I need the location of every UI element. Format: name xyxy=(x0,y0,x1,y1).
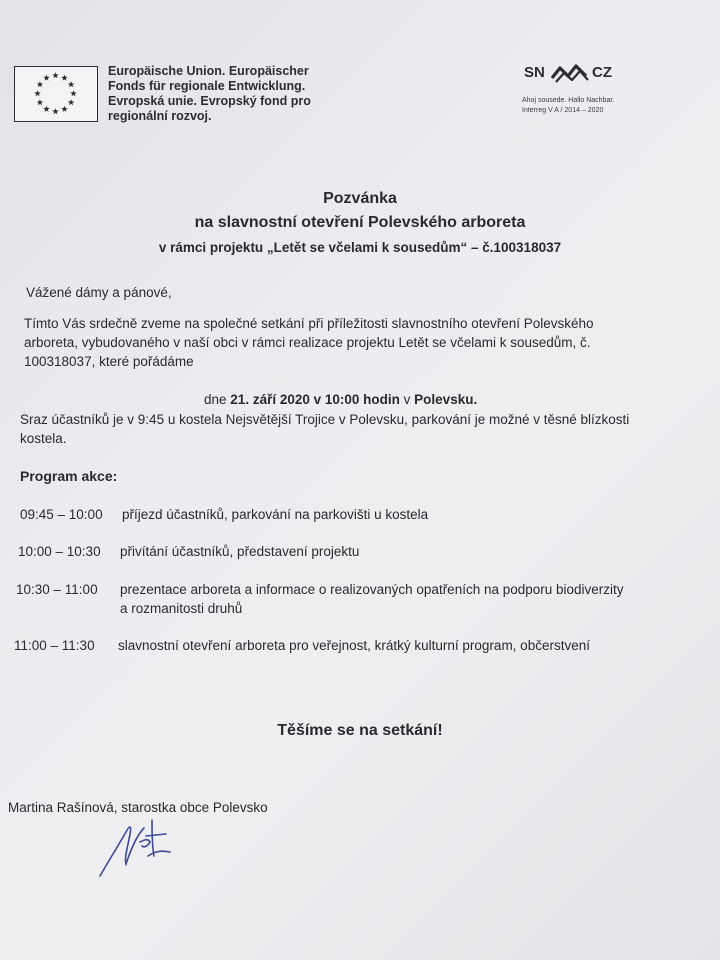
date-prefix: dne xyxy=(204,392,227,407)
eu-star-icon xyxy=(52,72,58,78)
signatory-name: Martina Rašínová, starostka obce Polevsko xyxy=(8,800,268,815)
paragraph-line: Tímto Vás srdečně zveme na společné setkání při příležitosti slavnostního otevření Polevského xyxy=(24,316,594,331)
eu-text-line: Europäische Union. Europäischer xyxy=(108,64,309,78)
interreg-tagline xyxy=(522,96,614,116)
program-desc-cont: a rozmanitosti druhů xyxy=(120,601,243,616)
program-time: 10:00 – 10:30 xyxy=(18,544,101,559)
date-mid: v xyxy=(403,392,411,407)
eu-star-icon xyxy=(61,75,67,81)
eu-logo-text xyxy=(108,64,311,124)
eu-text-line: regionální rozvoj. xyxy=(108,109,212,123)
program-desc: prezentace arboreta a informace o realizovaných opatřeních na podporu biodiverzity xyxy=(120,582,624,597)
meeting-info xyxy=(20,410,700,448)
date-bold: 21. září 2020 v 10:00 hodin xyxy=(230,392,400,407)
program-time: 09:45 – 10:00 xyxy=(20,507,103,522)
closing-line: Těšíme se na setkání! xyxy=(277,722,443,739)
eu-star-icon xyxy=(68,99,74,105)
paragraph-line: arboreta, vybudovaného v naší obci v rámci realizace projektu Letět se včelami k sousedům, č. xyxy=(24,335,591,350)
eu-star-icon xyxy=(61,106,67,112)
eu-text-line: Fonds für regionale Entwicklung. xyxy=(108,79,306,93)
handwritten-signature xyxy=(96,812,176,880)
program-desc: příjezd účastníků, parkování na parkovišti u kostela xyxy=(122,507,429,522)
meeting-line: kostela. xyxy=(20,431,67,446)
eu-stars-icon xyxy=(15,67,96,120)
program-heading: Program akce: xyxy=(20,468,118,484)
interreg-tagline-line: Interreg V A / 2014 – 2020 xyxy=(522,107,604,114)
eu-star-icon xyxy=(70,90,76,96)
page-title: Pozvánka xyxy=(323,190,397,207)
page-subtitle: na slavnostní otevření Polevského arboreta xyxy=(194,214,526,231)
interreg-logo-cz: CZ xyxy=(592,64,612,81)
greeting: Vážené dámy a pánové, xyxy=(26,285,172,300)
eu-star-icon xyxy=(34,90,40,96)
interreg-tagline-line: Ahoj sousede. Hallo Nachbar. xyxy=(522,97,615,104)
eu-star-icon xyxy=(43,75,49,81)
paragraph-line: 100318037, které pořádáme xyxy=(24,354,194,369)
eu-star-icon xyxy=(37,81,43,87)
eu-star-icon xyxy=(37,99,43,105)
eu-star-icon xyxy=(68,81,74,87)
date-place: Polevsku. xyxy=(414,392,478,407)
eu-star-icon xyxy=(52,108,58,114)
program-time: 11:00 – 11:30 xyxy=(14,638,95,653)
invitation-paragraph xyxy=(24,314,684,371)
program-time: 10:30 – 11:00 xyxy=(16,582,98,597)
event-date-line xyxy=(204,390,477,409)
eu-star-icon xyxy=(43,106,49,112)
project-line: v rámci projektu „Letět se včelami k sousedům“ – č.100318037 xyxy=(158,240,562,255)
interreg-logo-sn: SN xyxy=(524,64,545,81)
eu-text-line: Evropská unie. Evropský fond pro xyxy=(108,94,311,108)
program-desc: slavnostní otevření arboreta pro veřejnost, krátký kulturní program, občerstvení xyxy=(118,638,590,653)
program-desc: přivítání účastníků, představení projektu xyxy=(120,544,360,559)
meeting-line: Sraz účastníků je v 9:45 u kostela Nejsvětější Trojice v Polevsku, parkování je možné v těsné blízkosti xyxy=(20,412,630,427)
eu-flag-logo xyxy=(14,66,98,122)
interreg-wave-icon xyxy=(550,60,590,86)
